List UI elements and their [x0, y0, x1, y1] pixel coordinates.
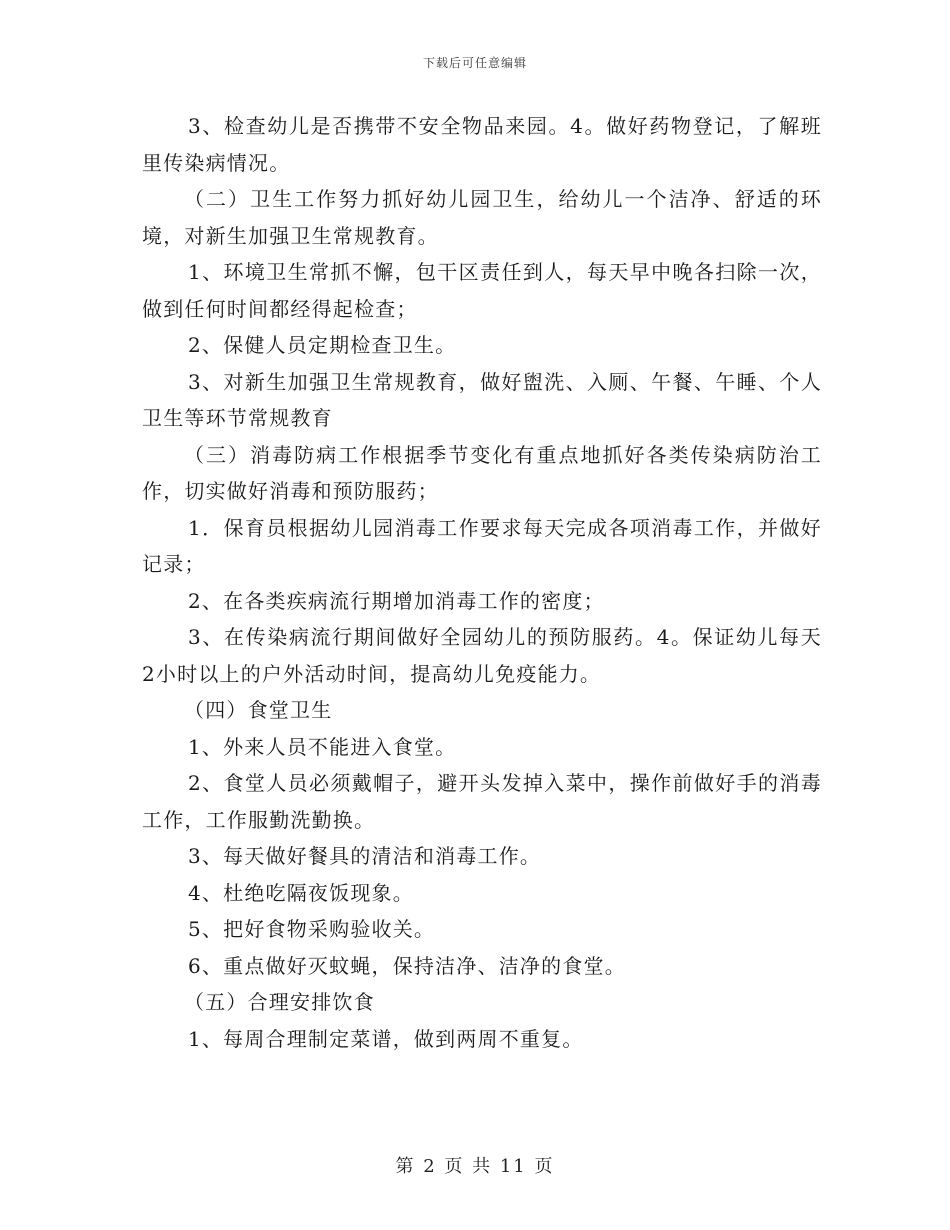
paragraph: 1、环境卫生常抓不懈，包干区责任到人，每天早中晚各扫除一次，做到任何时间都经得起检查；	[142, 260, 822, 321]
paragraph: 3、检查幼儿是否携带不安全物品来园。4。做好药物登记，了解班里传染病情况。	[142, 114, 822, 175]
paragraph: 1、外来人员不能进入食堂。	[188, 734, 457, 759]
paragraph: 4、杜绝吃隔夜饭现象。	[188, 880, 414, 905]
section-heading: （三）消毒防病工作根据季节变化有重点地抓好各类传染病防治工作，切实做好消毒和预防服药；	[142, 442, 822, 503]
page-header: 下载后可任意编辑	[422, 56, 527, 70]
paragraph: 3、对新生加强卫生常规教育，做好盥洗、入厕、午餐、午睡、个人卫生等环节常规教育	[142, 369, 822, 430]
paragraph: 6、重点做好灭蚊蝇，保持洁净、洁净的食堂。	[188, 953, 626, 978]
section-heading: （二）卫生工作努力抓好幼儿园卫生，给幼儿一个洁净、舒适的环境，对新生加强卫生常规教育。	[142, 187, 822, 248]
paragraph: 5、把好食物采购验收关。	[188, 917, 436, 941]
paragraph: 2、保健人员定期检查卫生。	[188, 333, 457, 357]
paragraph: 2、在各类疾病流行期增加消毒工作的密度；	[188, 588, 605, 613]
paragraph: 1、每周合理制定菜谱，做到两周不重复。	[188, 1026, 584, 1051]
page-footer: 第 2 页 共 11 页	[395, 1156, 555, 1177]
paragraph: 1．保育员根据幼儿园消毒工作要求每天完成各项消毒工作，并做好记录；	[142, 515, 822, 576]
section-heading: （五）合理安排饮食	[184, 990, 375, 1014]
paragraph: 3、在传染病流行期间做好全园幼儿的预防服药。4。保证幼儿每天2小时以上的户外活动时间，提高幼儿免疫能力。	[142, 625, 822, 686]
paragraph: 2、食堂人员必须戴帽子，避开头发掉入菜中，操作前做好手的消毒工作，工作服勤洗勤换。	[142, 771, 822, 832]
section-heading: （四）食堂卫生	[184, 698, 333, 722]
document-body	[142, 108, 822, 1057]
paragraph: 3、每天做好餐具的清洁和消毒工作。	[188, 844, 542, 868]
